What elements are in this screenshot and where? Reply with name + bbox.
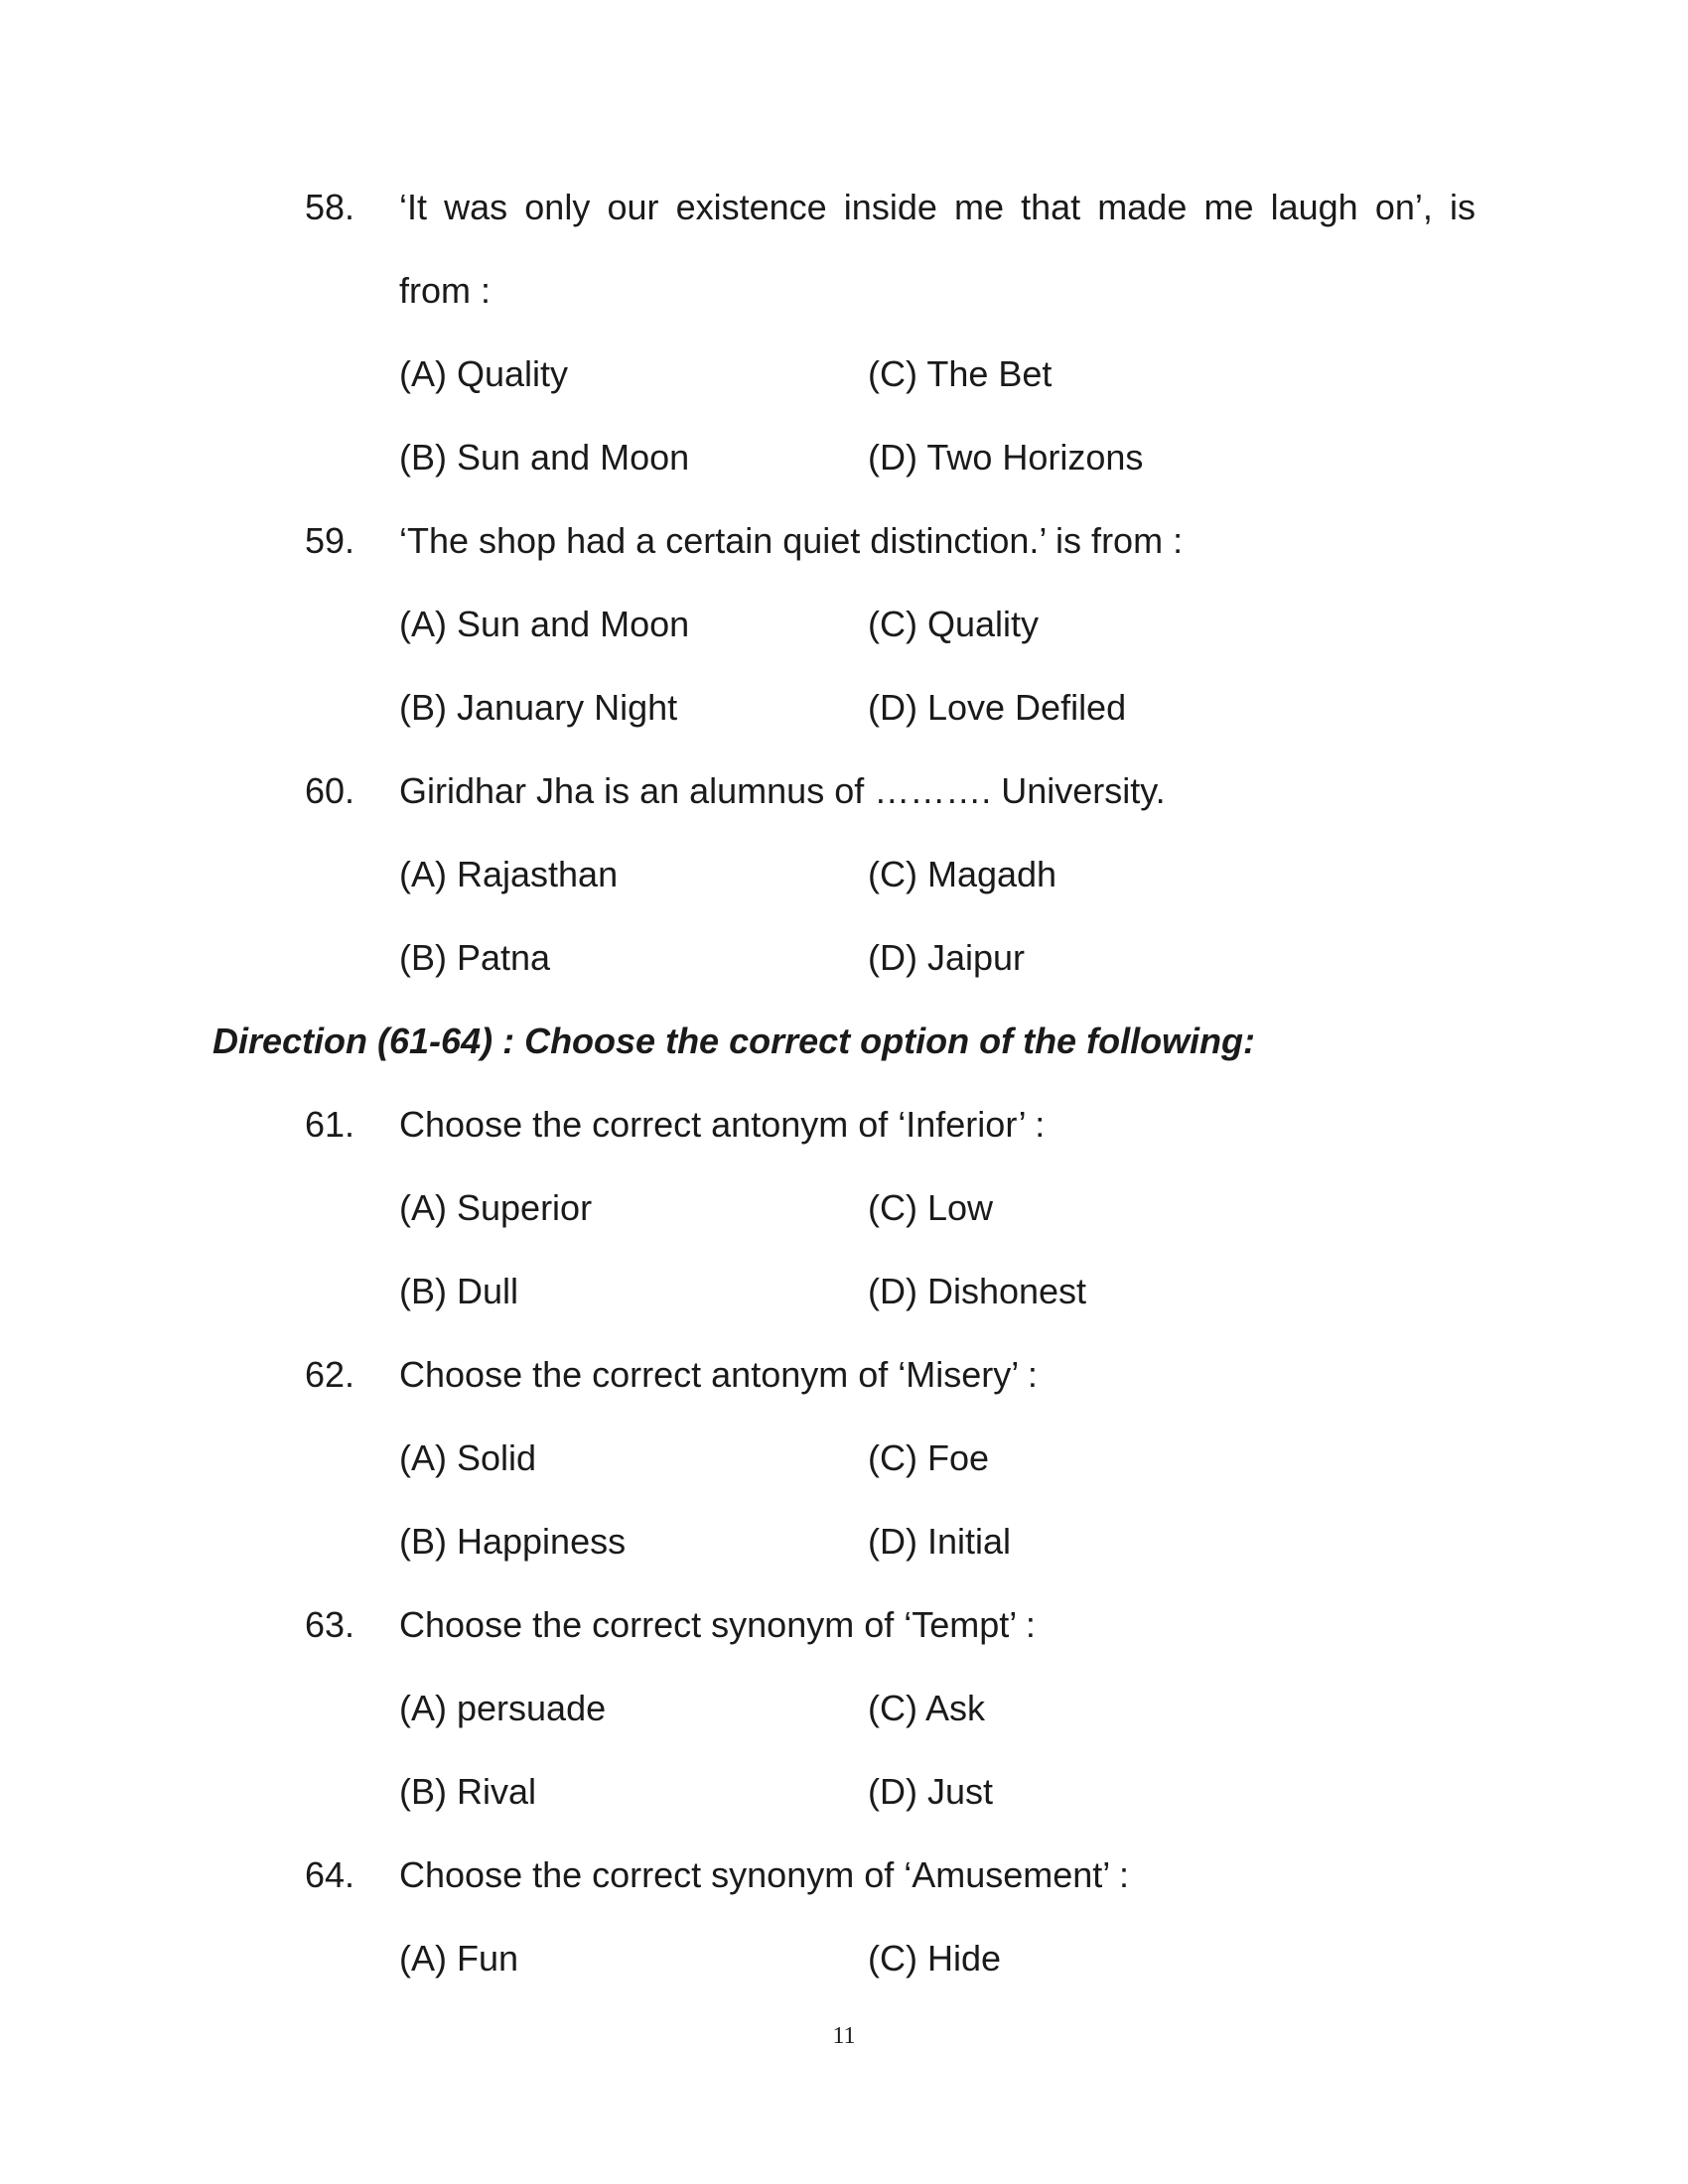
option-d: (D) Just — [868, 1771, 993, 1812]
question-number: 58. — [305, 187, 355, 227]
question-number: 62. — [305, 1354, 355, 1395]
question-text: ‘It was only our existence inside me that made me laugh on’, is — [399, 187, 1476, 227]
option-b: (B) Dull — [399, 1271, 519, 1311]
option-b: (B) Rival — [399, 1771, 537, 1812]
question-text: Choose the correct antonym of ‘Misery’ : — [399, 1354, 1038, 1395]
question-number: 63. — [305, 1604, 355, 1645]
option-b: (B) Patna — [399, 937, 551, 978]
question-number: 64. — [305, 1854, 355, 1895]
option-a: (A) Superior — [399, 1187, 593, 1228]
option-c: (C) Magadh — [868, 854, 1057, 894]
question-text: Giridhar Jha is an alumnus of ………. University. — [399, 770, 1166, 811]
question-number: 61. — [305, 1104, 355, 1145]
option-a: (A) Fun — [399, 1938, 519, 1979]
option-a: (A) persuade — [399, 1688, 607, 1728]
question-number: 60. — [305, 770, 355, 811]
page-number: 11 — [832, 2023, 856, 2049]
option-d: (D) Jaipur — [868, 937, 1026, 978]
option-b: (B) Happiness — [399, 1521, 627, 1562]
question-text: ‘The shop had a certain quiet distinction.’ is from : — [399, 520, 1184, 561]
option-c: (C) Quality — [868, 604, 1040, 644]
option-c: (C) Ask — [868, 1688, 986, 1728]
option-c: (C) Low — [868, 1187, 994, 1228]
option-a: (A) Quality — [399, 353, 569, 394]
option-a: (A) Rajasthan — [399, 854, 619, 894]
option-d: (D) Two Horizons — [868, 437, 1144, 478]
option-c: (C) Foe — [868, 1437, 990, 1478]
option-c: (C) The Bet — [868, 353, 1053, 394]
question-text: Choose the correct synonym of ‘Amusement’ : — [399, 1854, 1129, 1895]
option-c: (C) Hide — [868, 1938, 1002, 1979]
question-number: 59. — [305, 520, 355, 561]
question-text: Choose the correct synonym of ‘Tempt’ : — [399, 1604, 1036, 1645]
question-text: Choose the correct antonym of ‘Inferior’ : — [399, 1104, 1046, 1145]
option-b: (B) Sun and Moon — [399, 437, 690, 478]
question-text-continued: from : — [399, 270, 492, 311]
option-d: (D) Love Defiled — [868, 687, 1127, 728]
option-d: (D) Dishonest — [868, 1271, 1087, 1311]
option-a: (A) Solid — [399, 1437, 537, 1478]
option-d: (D) Initial — [868, 1521, 1012, 1562]
option-b: (B) January Night — [399, 687, 678, 728]
direction-heading: Direction (61-64) : Choose the correct option of the following: — [212, 1021, 1256, 1061]
option-a: (A) Sun and Moon — [399, 604, 690, 644]
